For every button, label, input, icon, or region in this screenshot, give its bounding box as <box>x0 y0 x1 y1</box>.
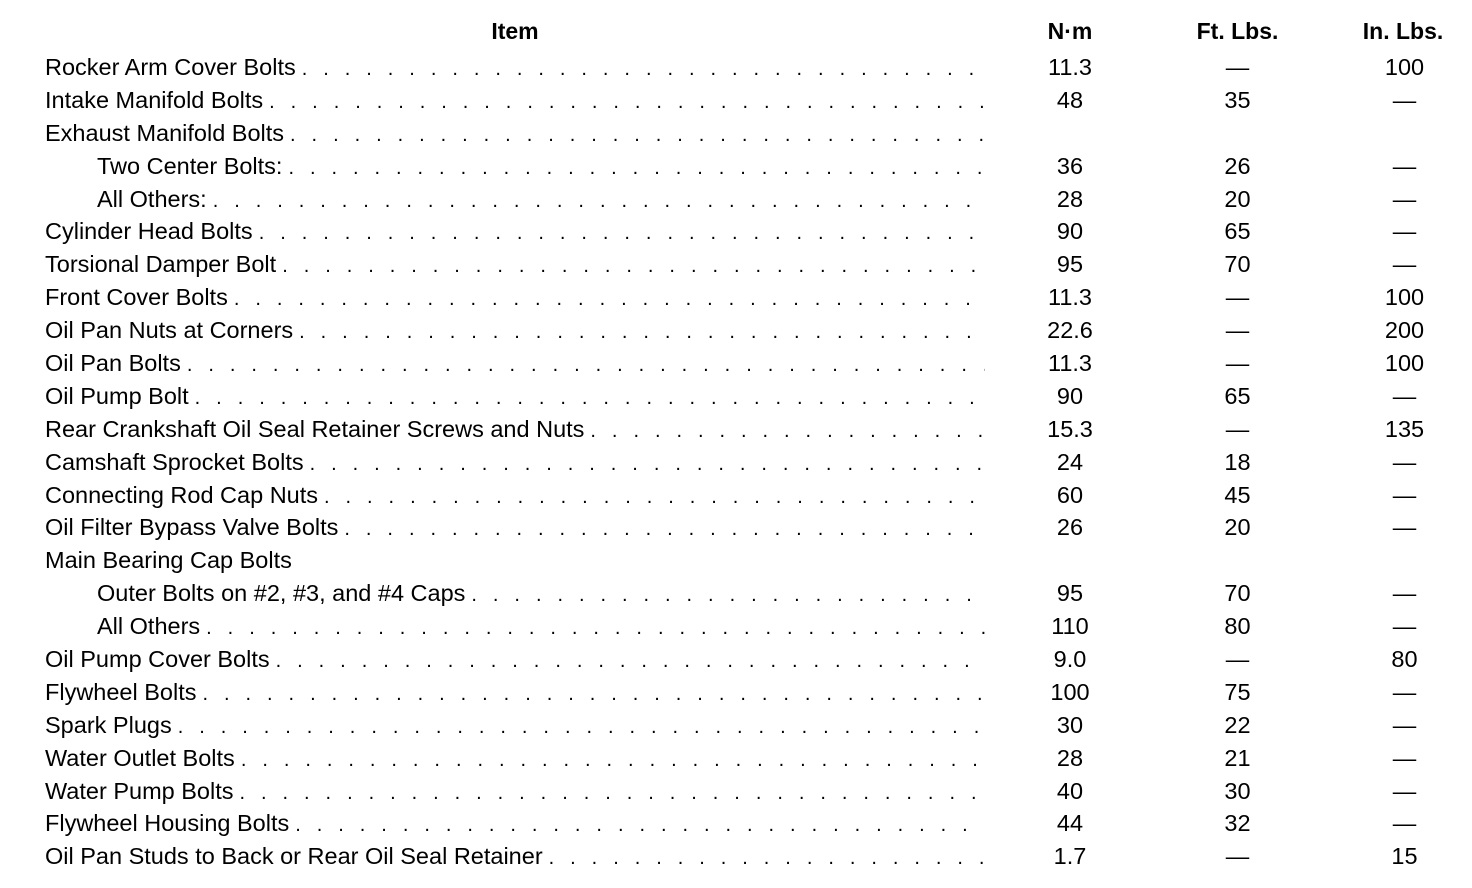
header-inch-pounds: In. Lbs. <box>1362 18 1444 44</box>
table-row <box>0 150 1472 183</box>
row-label-cell <box>45 117 985 150</box>
dot-leader <box>213 185 985 216</box>
dot-leader <box>178 711 985 742</box>
table-row <box>0 380 1472 413</box>
nm-value: 110 <box>1051 613 1089 640</box>
table-row <box>0 479 1472 512</box>
table-row <box>0 807 1472 840</box>
in-lbs-value: 80 <box>1391 646 1418 673</box>
row-label: Exhaust Manifold Bolts <box>45 119 285 146</box>
row-label-cell <box>97 183 985 216</box>
table-row <box>0 314 1472 347</box>
table-row <box>0 281 1472 314</box>
in-lbs-value: — <box>1392 382 1417 409</box>
nm-value: 24 <box>1056 448 1084 475</box>
header-foot-pounds: Ft. Lbs. <box>1196 18 1279 44</box>
ft-lbs-value: 22 <box>1224 711 1251 738</box>
table-row <box>0 84 1472 117</box>
nm-value: 95 <box>1056 580 1084 607</box>
nm-value: 11.3 <box>1048 350 1092 377</box>
dot-leader <box>195 382 985 413</box>
row-label-cell <box>45 215 985 248</box>
table-row <box>0 215 1472 248</box>
dot-leader <box>259 217 985 248</box>
row-label: Two Center Bolts: <box>97 152 283 179</box>
row-label: Oil Pump Bolt <box>45 382 189 409</box>
row-label-cell <box>45 643 985 676</box>
nm-value: 22.6 <box>1047 317 1093 344</box>
table-row <box>0 643 1472 676</box>
row-label-cell <box>97 610 985 643</box>
dot-leader <box>471 579 985 610</box>
nm-value: 28 <box>1056 185 1084 212</box>
nm-value: 100 <box>1050 678 1090 705</box>
row-label: Flywheel Housing Bolts <box>45 810 290 837</box>
nm-value: 60 <box>1056 481 1084 508</box>
table-row <box>0 840 1472 873</box>
table-header <box>0 18 1472 50</box>
dot-leader <box>288 152 985 183</box>
row-label: Oil Pan Nuts at Corners <box>45 317 294 344</box>
nm-value: 90 <box>1056 382 1084 409</box>
ft-lbs-value: — <box>1225 843 1250 870</box>
table-row <box>0 117 1472 150</box>
row-label: Oil Filter Bypass Valve Bolts <box>45 514 339 541</box>
row-label-cell <box>45 709 985 742</box>
in-lbs-value: 135 <box>1384 415 1425 442</box>
in-lbs-value: — <box>1392 448 1417 475</box>
in-lbs-value: — <box>1392 251 1417 278</box>
dot-leader <box>299 316 985 347</box>
nm-value: 9.0 <box>1053 646 1087 673</box>
nm-value: 95 <box>1056 251 1084 278</box>
table-row <box>0 544 1472 577</box>
header-item: Item <box>491 18 539 44</box>
ft-lbs-value: 80 <box>1224 613 1251 640</box>
in-lbs-value: — <box>1392 218 1417 245</box>
in-lbs-value: 100 <box>1384 54 1425 80</box>
dot-leader <box>310 448 985 479</box>
in-lbs-value: 100 <box>1384 284 1425 311</box>
dot-leader <box>302 53 985 84</box>
row-label-cell <box>45 51 985 84</box>
dot-leader <box>187 349 985 380</box>
dot-leader <box>295 809 985 840</box>
ft-lbs-value: — <box>1225 415 1250 442</box>
dot-leader <box>282 250 985 281</box>
row-label-cell <box>45 676 985 709</box>
row-label: Rear Crankshaft Oil Seal Retainer Screws and Nuts <box>45 415 585 442</box>
row-label-cell <box>45 347 985 380</box>
row-label-cell <box>97 577 985 610</box>
row-label: Main Bearing Cap Bolts <box>45 547 292 574</box>
row-label-cell <box>45 479 985 512</box>
row-label: All Others <box>97 613 201 640</box>
table-row <box>0 248 1472 281</box>
row-label: Intake Manifold Bolts <box>45 86 264 113</box>
table-row <box>0 775 1472 808</box>
dot-leader <box>276 645 985 676</box>
table-row <box>0 413 1472 446</box>
in-lbs-value: — <box>1392 810 1417 837</box>
nm-value: 48 <box>1056 86 1084 113</box>
table-body <box>0 51 1472 873</box>
dot-leader <box>290 119 985 150</box>
row-label-cell <box>45 511 985 544</box>
ft-lbs-value: 18 <box>1224 448 1251 475</box>
nm-value: 15.3 <box>1047 415 1093 442</box>
row-label-cell <box>45 248 985 281</box>
in-lbs-value: — <box>1392 580 1417 607</box>
nm-value: 30 <box>1056 711 1084 738</box>
nm-value: 28 <box>1056 744 1084 771</box>
dot-leader <box>549 842 985 873</box>
in-lbs-value: — <box>1392 152 1417 179</box>
in-lbs-value: — <box>1392 678 1417 705</box>
table-row <box>0 51 1472 84</box>
row-label-cell <box>45 380 985 413</box>
nm-value: 40 <box>1056 777 1084 804</box>
nm-value: 90 <box>1056 218 1084 245</box>
in-lbs-value: — <box>1392 481 1417 508</box>
row-label: Water Outlet Bolts <box>45 744 235 771</box>
table-row <box>0 183 1472 216</box>
row-label-cell <box>45 775 985 808</box>
row-label: Connecting Rod Cap Nuts <box>45 481 319 508</box>
table-row <box>0 511 1472 544</box>
in-lbs-value: — <box>1392 744 1417 771</box>
in-lbs-value: — <box>1392 711 1417 738</box>
table-row <box>0 676 1472 709</box>
ft-lbs-value: — <box>1225 284 1250 311</box>
row-label-cell <box>97 150 985 183</box>
row-label: Cylinder Head Bolts <box>45 218 253 245</box>
in-lbs-value: — <box>1392 185 1417 212</box>
row-label: Outer Bolts on #2, #3, and #4 Caps <box>97 580 466 607</box>
row-label: Oil Pump Cover Bolts <box>45 646 270 673</box>
ft-lbs-value: 35 <box>1224 86 1251 113</box>
ft-lbs-value: 20 <box>1224 185 1251 212</box>
row-label-cell <box>45 446 985 479</box>
nm-value: 11.3 <box>1048 54 1092 80</box>
row-label-cell <box>45 544 985 577</box>
table-row <box>0 577 1472 610</box>
dot-leader <box>206 612 985 643</box>
ft-lbs-value: 26 <box>1224 152 1251 179</box>
ft-lbs-value: 21 <box>1224 744 1251 771</box>
table-row <box>0 742 1472 775</box>
in-lbs-value: 15 <box>1391 843 1418 870</box>
in-lbs-value: 200 <box>1384 317 1425 344</box>
ft-lbs-value: — <box>1225 54 1250 80</box>
row-label: Camshaft Sprocket Bolts <box>45 448 304 475</box>
dot-leader <box>590 415 985 446</box>
row-label: Front Cover Bolts <box>45 284 228 311</box>
row-label-cell <box>45 84 985 117</box>
table-row <box>0 446 1472 479</box>
ft-lbs-value: 20 <box>1224 514 1251 541</box>
ft-lbs-value: 65 <box>1224 218 1251 245</box>
ft-lbs-value: 30 <box>1224 777 1251 804</box>
row-label: Rocker Arm Cover Bolts <box>45 54 296 80</box>
in-lbs-value: — <box>1392 777 1417 804</box>
row-label: Oil Pan Bolts <box>45 350 181 377</box>
dot-leader <box>234 283 985 314</box>
row-label: Water Pump Bolts <box>45 777 234 804</box>
row-label: Spark Plugs <box>45 711 172 738</box>
dot-leader <box>324 481 985 512</box>
row-label-cell <box>45 314 985 347</box>
ft-lbs-value: 32 <box>1224 810 1251 837</box>
ft-lbs-value: — <box>1225 350 1250 377</box>
row-label-cell <box>45 413 985 446</box>
ft-lbs-value: 70 <box>1224 251 1251 278</box>
nm-value: 44 <box>1056 810 1084 837</box>
table-row <box>0 709 1472 742</box>
row-label-cell <box>45 807 985 840</box>
dot-leader <box>241 744 985 775</box>
in-lbs-value: — <box>1392 86 1417 113</box>
ft-lbs-value: 65 <box>1224 382 1251 409</box>
dot-leader <box>269 86 985 117</box>
table-row <box>0 610 1472 643</box>
ft-lbs-value: 45 <box>1224 481 1251 508</box>
ft-lbs-value: — <box>1225 317 1250 344</box>
ft-lbs-value: 75 <box>1224 678 1251 705</box>
row-label: Torsional Damper Bolt <box>45 251 277 278</box>
row-label-cell <box>45 281 985 314</box>
nm-value: 36 <box>1056 152 1084 179</box>
ft-lbs-value: — <box>1225 646 1250 673</box>
table-row <box>0 347 1472 380</box>
in-lbs-value: — <box>1392 514 1417 541</box>
nm-value: 1.7 <box>1053 843 1087 870</box>
header-newton-meters: N·m <box>1047 18 1093 44</box>
row-label-cell <box>45 840 985 873</box>
row-label: All Others: <box>97 185 207 212</box>
row-label: Oil Pan Studs to Back or Rear Oil Seal Retainer <box>45 843 543 870</box>
dot-leader <box>344 513 985 544</box>
row-label-cell <box>45 742 985 775</box>
dot-leader <box>240 777 986 808</box>
nm-value: 26 <box>1056 514 1084 541</box>
row-label: Flywheel Bolts <box>45 678 197 705</box>
dot-leader <box>203 678 986 709</box>
in-lbs-value: — <box>1392 613 1417 640</box>
nm-value: 11.3 <box>1048 284 1092 311</box>
in-lbs-value: 100 <box>1384 350 1425 377</box>
ft-lbs-value: 70 <box>1224 580 1251 607</box>
